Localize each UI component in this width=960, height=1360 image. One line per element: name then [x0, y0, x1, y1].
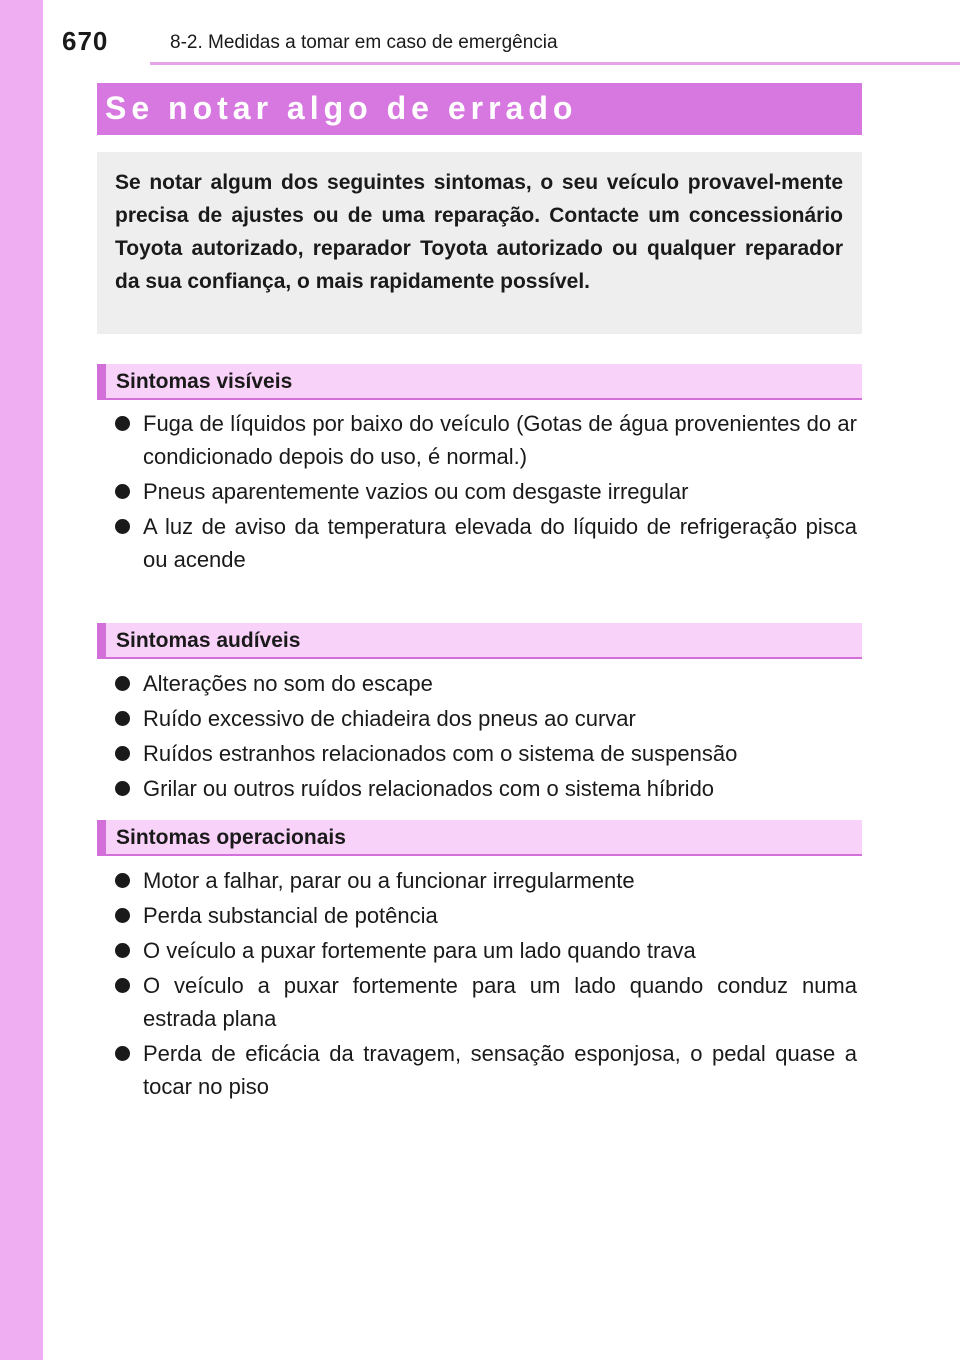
list-item	[97, 737, 857, 770]
subheader-accent	[97, 820, 106, 856]
subheader-label: Sintomas operacionais	[116, 826, 346, 849]
list-item-text: Alterações no som do escape	[143, 671, 433, 696]
bullet-icon	[115, 519, 130, 534]
bullet-icon	[115, 746, 130, 761]
list-item-text: Motor a falhar, parar ou a funcionar irregularmente	[143, 868, 635, 893]
list-item-text: A luz de aviso da temperatura elevada do líquido de refrigeração pisca ou acende	[143, 514, 857, 572]
bullet-icon	[115, 978, 130, 993]
subheader-label: Sintomas visíveis	[116, 370, 293, 393]
list-item-text: O veículo a puxar fortemente para um lado quando conduz numa estrada plana	[143, 973, 857, 1031]
bullet-icon	[115, 676, 130, 691]
subheader-audible-symptoms	[97, 623, 862, 659]
operational-symptoms-list	[97, 864, 857, 1105]
page-number: 670	[62, 26, 109, 56]
bullet-icon	[115, 781, 130, 796]
bullet-icon	[115, 711, 130, 726]
list-item-text: Ruídos estranhos relacionados com o sistema de suspensão	[143, 741, 738, 766]
bullet-icon	[115, 943, 130, 958]
list-item	[97, 969, 857, 1035]
list-item-text: Perda de eficácia da travagem, sensação esponjosa, o pedal quase a tocar no piso	[143, 1041, 857, 1099]
bullet-icon	[115, 1046, 130, 1061]
subheader-visible-symptoms	[97, 364, 862, 400]
list-item	[97, 510, 857, 576]
header-divider	[150, 62, 960, 65]
list-item-text: Fuga de líquidos por baixo do veículo (Gotas de água provenientes do ar condicionado depois do uso, é normal.)	[143, 411, 857, 469]
list-item	[97, 772, 857, 805]
bullet-icon	[115, 484, 130, 499]
bullet-icon	[115, 416, 130, 431]
section-path: 8-2. Medidas a tomar em caso de emergência	[170, 32, 558, 53]
bullet-icon	[115, 908, 130, 923]
list-item-text: Ruído excessivo de chiadeira dos pneus ao curvar	[143, 706, 636, 731]
list-item	[97, 407, 857, 473]
subheader-accent	[97, 364, 106, 400]
subheader-accent	[97, 623, 106, 659]
list-item-text: Grilar ou outros ruídos relacionados com o sistema híbrido	[143, 776, 715, 801]
subheader-label: Sintomas audíveis	[116, 629, 301, 652]
list-item	[97, 1037, 857, 1103]
list-item-text: Pneus aparentemente vazios ou com desgaste irregular	[143, 479, 689, 504]
intro-box	[97, 152, 862, 334]
list-item	[97, 934, 857, 967]
subheader-operational-symptoms	[97, 820, 862, 856]
list-item	[97, 864, 857, 897]
audible-symptoms-list	[97, 667, 857, 807]
title-bar	[97, 83, 862, 135]
intro-text: Se notar algum dos seguintes sintomas, o seu veículo provavel-mente precisa de ajustes ou de uma reparação. Contacte um concessionário Toyota autorizado, reparador Toyota autorizado ou qualquer reparador da sua confiança, o mais rapidamente possível.	[115, 171, 843, 293]
bullet-icon	[115, 873, 130, 888]
list-item	[97, 667, 857, 700]
list-item-text: O veículo a puxar fortemente para um lado quando trava	[143, 938, 696, 963]
page-title: Se notar algo de errado	[105, 90, 578, 126]
list-item	[97, 702, 857, 735]
list-item	[97, 475, 857, 508]
list-item-text: Perda substancial de potência	[143, 903, 438, 928]
list-item	[97, 899, 857, 932]
side-color-strip	[0, 0, 43, 1360]
visible-symptoms-list	[97, 407, 857, 578]
